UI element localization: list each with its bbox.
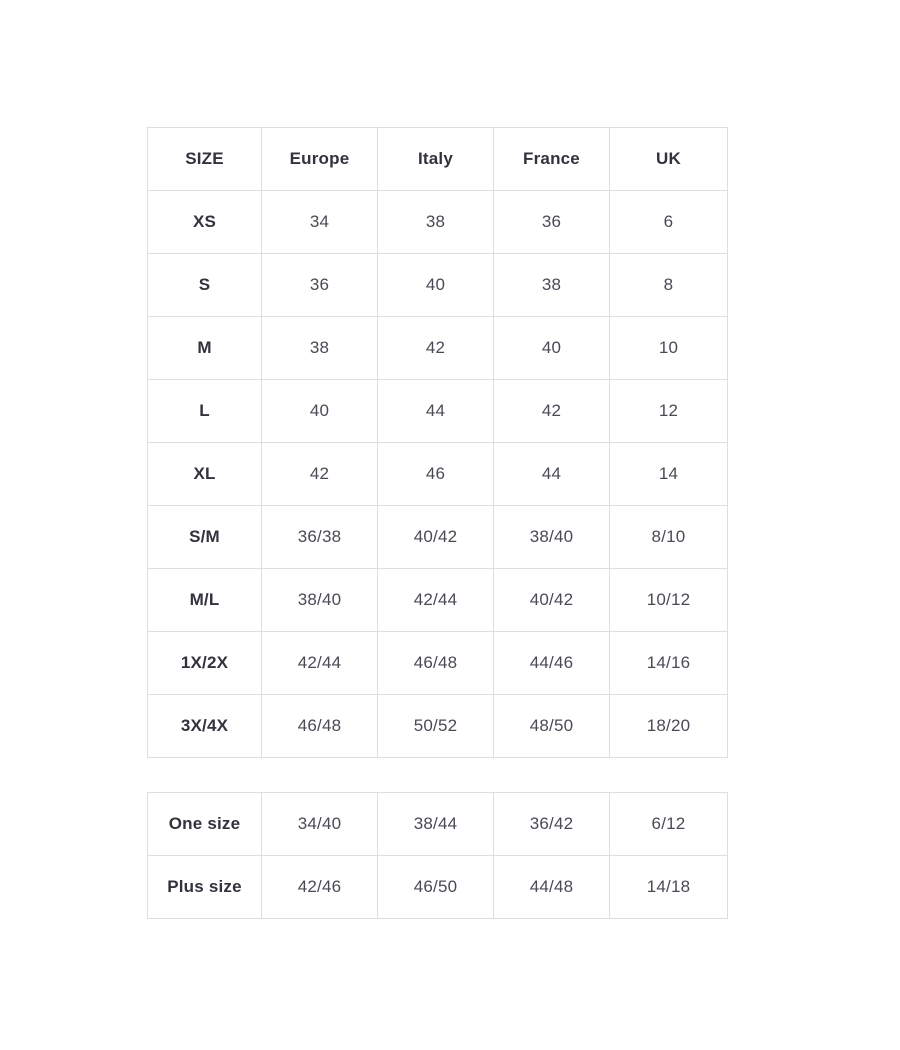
table-row-xl: [148, 443, 728, 506]
value-cell-uk: 14: [610, 443, 728, 506]
value-cell-italy: 46: [378, 443, 494, 506]
value-cell-france: 38/40: [494, 506, 610, 569]
column-header-italy: Italy: [378, 128, 494, 191]
value-cell-italy: 42: [378, 317, 494, 380]
value-cell-uk: 8: [610, 254, 728, 317]
value-cell-europe: 38/40: [262, 569, 378, 632]
value-cell-france: 42: [494, 380, 610, 443]
value-cell-italy: 44: [378, 380, 494, 443]
value-cell-france: 38: [494, 254, 610, 317]
value-cell-europe: 34/40: [262, 793, 378, 856]
size-label-cell: One size: [148, 793, 262, 856]
value-cell-france: 48/50: [494, 695, 610, 758]
value-cell-italy: 46/50: [378, 856, 494, 919]
size-conversion-table: [147, 127, 728, 758]
value-cell-italy: 50/52: [378, 695, 494, 758]
value-cell-uk: 14/16: [610, 632, 728, 695]
size-label-cell: M: [148, 317, 262, 380]
table-row-1x-2x: [148, 632, 728, 695]
size-label-cell: Plus size: [148, 856, 262, 919]
value-cell-italy: 38: [378, 191, 494, 254]
size-label-cell: 1X/2X: [148, 632, 262, 695]
value-cell-europe: 34: [262, 191, 378, 254]
value-cell-uk: 10/12: [610, 569, 728, 632]
value-cell-uk: 8/10: [610, 506, 728, 569]
value-cell-france: 40: [494, 317, 610, 380]
value-cell-europe: 42/46: [262, 856, 378, 919]
size-label-cell: M/L: [148, 569, 262, 632]
value-cell-france: 40/42: [494, 569, 610, 632]
value-cell-italy: 40/42: [378, 506, 494, 569]
table-row-m-l: [148, 569, 728, 632]
value-cell-france: 36/42: [494, 793, 610, 856]
column-header-uk: UK: [610, 128, 728, 191]
size-label-cell: S/M: [148, 506, 262, 569]
column-header-size: SIZE: [148, 128, 262, 191]
value-cell-france: 44/46: [494, 632, 610, 695]
table-row-l: [148, 380, 728, 443]
value-cell-uk: 14/18: [610, 856, 728, 919]
table-row-s: [148, 254, 728, 317]
value-cell-europe: 42/44: [262, 632, 378, 695]
value-cell-uk: 6: [610, 191, 728, 254]
table-row-one-size: [148, 793, 728, 856]
one-size-table: [147, 792, 728, 919]
value-cell-france: 44/48: [494, 856, 610, 919]
column-header-europe: Europe: [262, 128, 378, 191]
tables-divider-gap: [147, 758, 727, 792]
size-label-cell: XL: [148, 443, 262, 506]
value-cell-uk: 10: [610, 317, 728, 380]
table-row-3x-4x: [148, 695, 728, 758]
table-row-xs: [148, 191, 728, 254]
column-header-france: France: [494, 128, 610, 191]
value-cell-italy: 38/44: [378, 793, 494, 856]
value-cell-uk: 12: [610, 380, 728, 443]
value-cell-uk: 6/12: [610, 793, 728, 856]
value-cell-europe: 42: [262, 443, 378, 506]
table-row-s-m: [148, 506, 728, 569]
value-cell-europe: 36: [262, 254, 378, 317]
value-cell-france: 36: [494, 191, 610, 254]
table-row-plus-size: [148, 856, 728, 919]
value-cell-italy: 40: [378, 254, 494, 317]
size-tables-container: [147, 127, 727, 919]
header-row: [148, 128, 728, 191]
value-cell-france: 44: [494, 443, 610, 506]
value-cell-italy: 46/48: [378, 632, 494, 695]
size-label-cell: L: [148, 380, 262, 443]
size-label-cell: 3X/4X: [148, 695, 262, 758]
value-cell-italy: 42/44: [378, 569, 494, 632]
value-cell-europe: 38: [262, 317, 378, 380]
value-cell-europe: 40: [262, 380, 378, 443]
value-cell-europe: 36/38: [262, 506, 378, 569]
table-row-m: [148, 317, 728, 380]
value-cell-uk: 18/20: [610, 695, 728, 758]
size-label-cell: XS: [148, 191, 262, 254]
value-cell-europe: 46/48: [262, 695, 378, 758]
size-label-cell: S: [148, 254, 262, 317]
